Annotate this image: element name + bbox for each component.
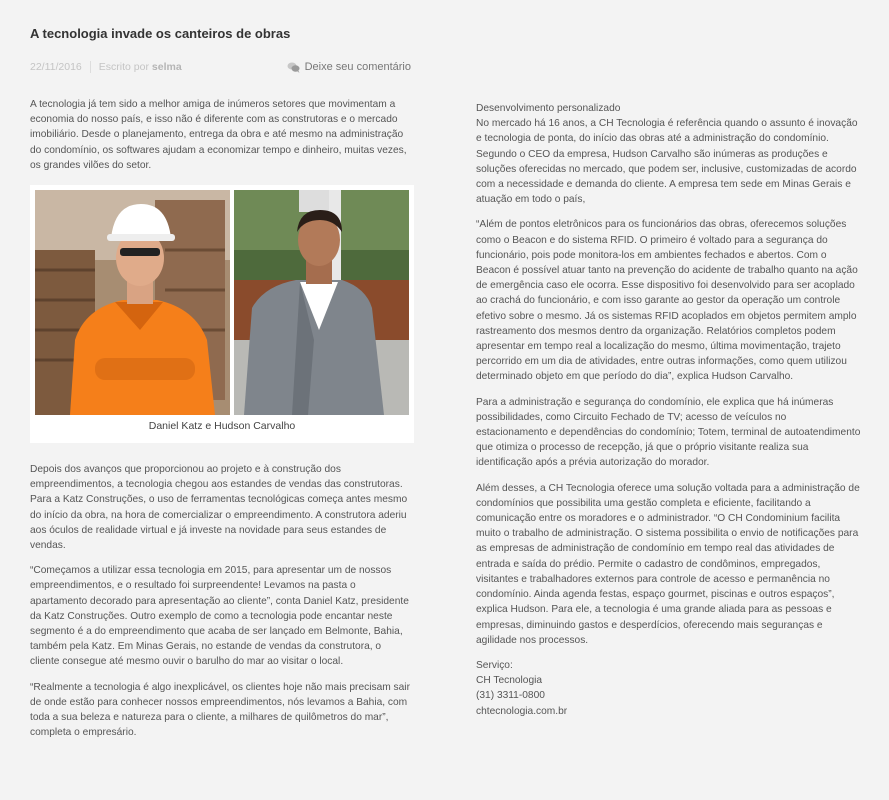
photo-hudson-carvalho <box>234 190 409 415</box>
right-paragraph-1: No mercado há 16 anos, a CH Tecnologia é referência quando o assunto é inovação e tecnologia de ponta, do início das obras até a administração do condomínio. Segundo o CEO da empresa, Hudson Carvalho são inúmeras as produções e soluções oferecidas no mercado, que podem ser, inclusive, customizadas de acordo com a necessidade e demanda do cliente. A empresa tem sede em Minas Gerais e atuação em todo o país, <box>476 118 858 206</box>
article-title: A tecnologia invade os canteiros de obras <box>30 26 291 41</box>
left-paragraph-2: “Começamos a utilizar essa tecnologia em 2015, para apresentar um de nossos empreendimentos, e o resultado foi surpreendente! Levamos na pasta o apartamento decorado para apresentação ao cliente”, conta Daniel Katz, presidente da Katz Construções. Outro exemplo de como a tecnologia pode encantar neste segmento é a do empreendimento que acaba de ser lançado em Belmonte, Bahia, também pela Katz. Em Minas Gerais, no estande de vendas da construtora, o cliente consegue até mesmo ouvir o barulho do mar ao visitar o local. <box>30 565 409 668</box>
leave-comment-link[interactable] <box>287 61 411 73</box>
byline-prefix: Escrito por <box>98 61 149 73</box>
service-company: CH Tecnologia <box>476 675 543 687</box>
left-paragraph-1: Depois dos avanços que proporcionou ao projeto e à construção dos empreendimentos, a tecnologia chegou aos estandes de vendas das construtoras. Para a Katz Construções, o uso de ferramentas tecnológicas começa antes mesmo do início da obra, na hora de comercializar o empreendimento. A construtora aderiu aos óculos de realidade virtual e já investe na novidade para seus estandes de vendas. <box>30 464 408 552</box>
intro-paragraph: A tecnologia já tem sido a melhor amiga de inúmeros setores que movimentam a economia do nosso país, e isso não é diferente com as construtoras e o mercado imobiliário. Desde o planejamento, entrega da obra e até mesmo na administração do condomínio, os softwares ajudam a economizar tempo e dinheiro, muitas vezes, os grandes vilões do setor. <box>30 99 407 171</box>
left-body <box>30 462 411 750</box>
author-name[interactable]: selma <box>151 61 182 73</box>
article-figure <box>30 185 414 443</box>
article-meta <box>30 61 411 73</box>
photo-daniel-katz <box>35 190 230 415</box>
article-date: 22/11/2016 <box>30 61 91 73</box>
article-byline <box>91 61 182 73</box>
figure-caption: Daniel Katz e Hudson Carvalho <box>148 420 296 432</box>
right-paragraph-2: “Além de pontos eletrônicos para os funcionários das obras, oferecemos soluções como o Beacon e do sistema RFID. O primeiro é voltado para a segurança do funcionário, pois pode monitora-los em ambientes fechados e abertos. Com o Beacon é possível atuar tanto na prevenção do acidente de trabalho quanto na ação de emergência caso ele ocorra. Esse dispositivo foi desenvolvido para ser acoplado ao crachá do funcionário, e com isso garante ao gestor da operação um controle efetivo sobre o mesmo. Já os sistemas RFID acoplados em objetos permitem amplo rastreamento dos mesmos dentro da organização. Relatórios completos podem apresentar em tempo real a localização do mesmo, última movimentação, trajeto percorrido em um dia de atividades, entre outras informações, como quem utilizou determinado objeto em que período do dia”, explica Hudson Carvalho. <box>476 219 858 383</box>
speech-bubble-icon <box>287 62 300 73</box>
left-paragraph-3: “Realmente a tecnologia é algo inexplicável, os clientes hoje não mais precisam sair de onde estão para conhecer nossos empreendimentos, nós levamos a Bahia, com toda a sua beleza e natureza para o cliente, a milhares de quilômetros do mar”, completa o empresário. <box>30 681 410 739</box>
intro-text <box>30 97 411 183</box>
service-label: Serviço: <box>476 659 513 671</box>
right-column <box>476 101 861 719</box>
right-paragraph-4: Além desses, a CH Tecnologia oferece uma solução voltada para a administração de condomínios que possibilita uma gestão completa e eficiente, facilitando a comunicação entre os moradores e o administrador. “O CH Condominium facilita muito o trabalho de administração. O sistema possibilita o envio de notificações para as empresas de administração de condomínio em tempo real das atividades de entrada e saída do prédio. Permite o cadastro de condôminos, empregados, visitantes e trabalhadores externos para controle de acesso e permanência no condomínio. Ainda agenda festas, espaço gourmet, piscinas e outros espaços”, explica Hudson. Para ele, a tecnologia é uma grande aliada para as pessoas e empresas, diminuindo gastos e desperdícios, oferecendo mais seguranças e agilidade nos processos. <box>476 482 860 646</box>
subheading: Desenvolvimento personalizado <box>476 103 621 114</box>
leave-comment-label: Deixe seu comentário <box>304 61 411 73</box>
service-site[interactable]: chtecnologia.com.br <box>476 705 568 717</box>
service-phone: (31) 3311-0800 <box>476 690 545 702</box>
service-block <box>476 658 861 719</box>
right-paragraph-3: Para a administração e segurança do condomínio, ele explica que há inúmeras possibilidades, como Circuito Fechado de TV; acesso de veículos no estacionamento e dependências do condomínio; Totem, terminal de autoatendimento que otimiza o processo de recepção, já que o próprio visitante realiza sua identificação após a prévia autorização do morador. <box>476 396 861 469</box>
